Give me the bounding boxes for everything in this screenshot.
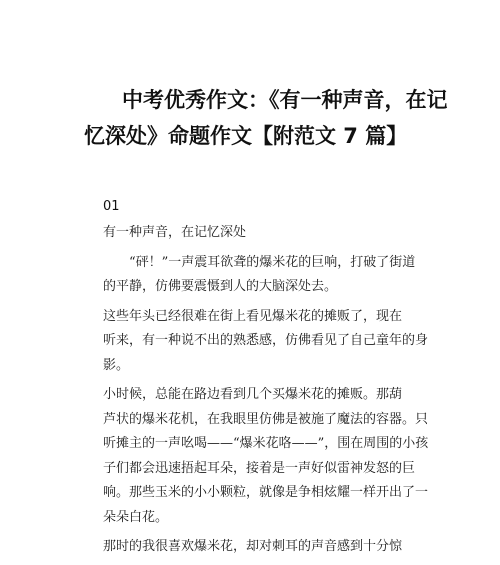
paragraph-line: 有一种声音，在记忆深处 (103, 225, 247, 240)
article-body (103, 221, 433, 560)
document-title (84, 82, 448, 154)
paragraph-line: 影。 (103, 357, 130, 373)
section-number: 01 (103, 199, 120, 214)
paragraph-line: 子们都会迅速捂起耳朵，接着是一声好似雷神发怒的巨 (103, 460, 416, 476)
paragraph-line: 听来，有一种说不出的熟悉感，仿佛看见了自己童年的身 (103, 333, 429, 348)
title-line-1: 中考优秀作文：《有一种声音，在记 (122, 88, 448, 112)
title-line-2: 忆深处》命题作文【附范文 7 篇】 (84, 124, 408, 148)
paragraph-line: 芦状的爆米花机，在我眼里仿佛是被施了魔法的容器。只 (103, 411, 429, 427)
paragraph-line: 这些年头已经很难在街上看见爆米花的摊贩了，现在 (103, 308, 403, 324)
paragraph-line: 响。那些玉米的小小颗粒，就像是争相炫耀一样开出了一 (103, 485, 429, 500)
paragraph-line: 那时的我很喜欢爆米花，却对刺耳的声音感到十分惊 (103, 539, 403, 554)
paragraph-line: 的平静，仿佛要震慑到人的大脑深处去。 (103, 279, 338, 294)
paragraph-line: “砰！”一声震耳欲聋的爆米花的巨响，打破了街道 (129, 254, 416, 270)
paragraph-line: 听摊主的一声吆喝——“爆米花咯——”，围在周围的小孩 (103, 436, 429, 451)
paragraph-line: 小时候，总能在路边看到几个买爆米花的摊贩。那葫 (103, 387, 403, 402)
paragraph-line: 朵朵白花。 (103, 509, 169, 525)
